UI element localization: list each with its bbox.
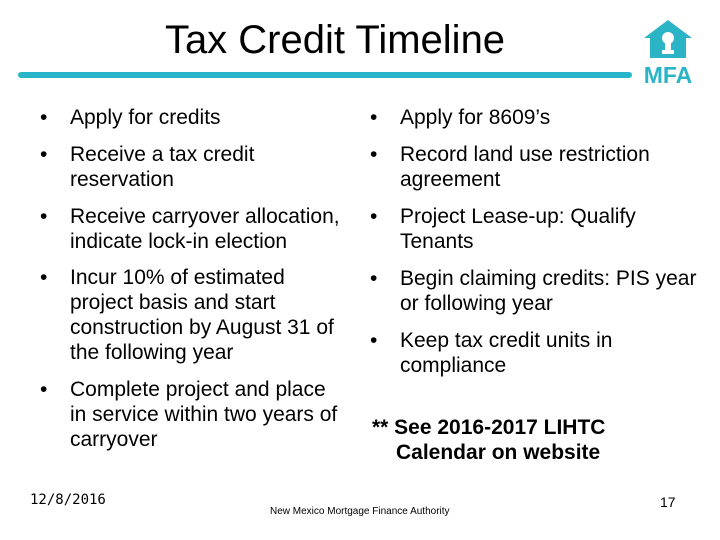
- list-item: [40, 105, 340, 130]
- calendar-note-line-1: ** See 2016-2017 LIHTC: [372, 416, 606, 439]
- list-item-text: Project Lease-up: Qualify Tenants: [400, 205, 636, 253]
- footer-organization: New Mexico Mortgage Finance Authority: [270, 506, 450, 517]
- slide-title: Tax Credit Timeline: [164, 18, 506, 62]
- bullet-marker: •: [40, 378, 48, 401]
- list-item-text: Keep tax credit units in compliance: [400, 329, 613, 377]
- bullet-marker: •: [370, 106, 378, 129]
- list-item-text: Apply for credits: [70, 106, 221, 129]
- bullet-marker: •: [370, 143, 378, 166]
- list-item: [40, 265, 340, 365]
- calendar-note: [372, 415, 702, 465]
- bullet-marker: •: [40, 266, 48, 289]
- list-item: [370, 142, 700, 192]
- list-item-text: Begin claiming credits: PIS year or following year: [400, 267, 697, 315]
- page-number: 17: [660, 494, 676, 510]
- list-item: [370, 328, 700, 378]
- logo-wordmark: MFA: [643, 62, 693, 88]
- house-keyhole-icon: [636, 16, 700, 62]
- bullet-marker: •: [40, 143, 48, 166]
- list-item-text: Complete project and place in service within two years of carryover: [70, 378, 338, 451]
- bullet-marker: •: [40, 106, 48, 129]
- bullet-marker: •: [370, 329, 378, 352]
- bullet-marker: •: [40, 205, 48, 228]
- right-bullet-list: [370, 105, 700, 390]
- list-item: [370, 105, 700, 130]
- list-item: [40, 204, 340, 254]
- left-bullet-list: [40, 105, 340, 452]
- list-item: [370, 266, 700, 316]
- list-item: [40, 142, 340, 192]
- calendar-note-line-2: Calendar on website: [396, 441, 601, 464]
- list-item-text: Record land use restriction agreement: [400, 143, 650, 191]
- mfa-logo: [636, 16, 700, 88]
- list-item-text: Incur 10% of estimated project basis and start construction by August 31 of the following year: [70, 266, 334, 364]
- list-item-text: Receive a tax credit reservation: [70, 143, 255, 191]
- bullet-marker: •: [370, 267, 378, 290]
- list-item-text: Apply for 8609’s: [400, 106, 551, 129]
- list-item: [40, 377, 340, 452]
- title-underline: [18, 72, 632, 78]
- footer-date: 12/8/2016: [30, 492, 106, 508]
- bullet-marker: •: [370, 205, 378, 228]
- list-item-text: Receive carryover allocation, indicate lock-in election: [70, 205, 340, 253]
- list-item: [370, 204, 700, 254]
